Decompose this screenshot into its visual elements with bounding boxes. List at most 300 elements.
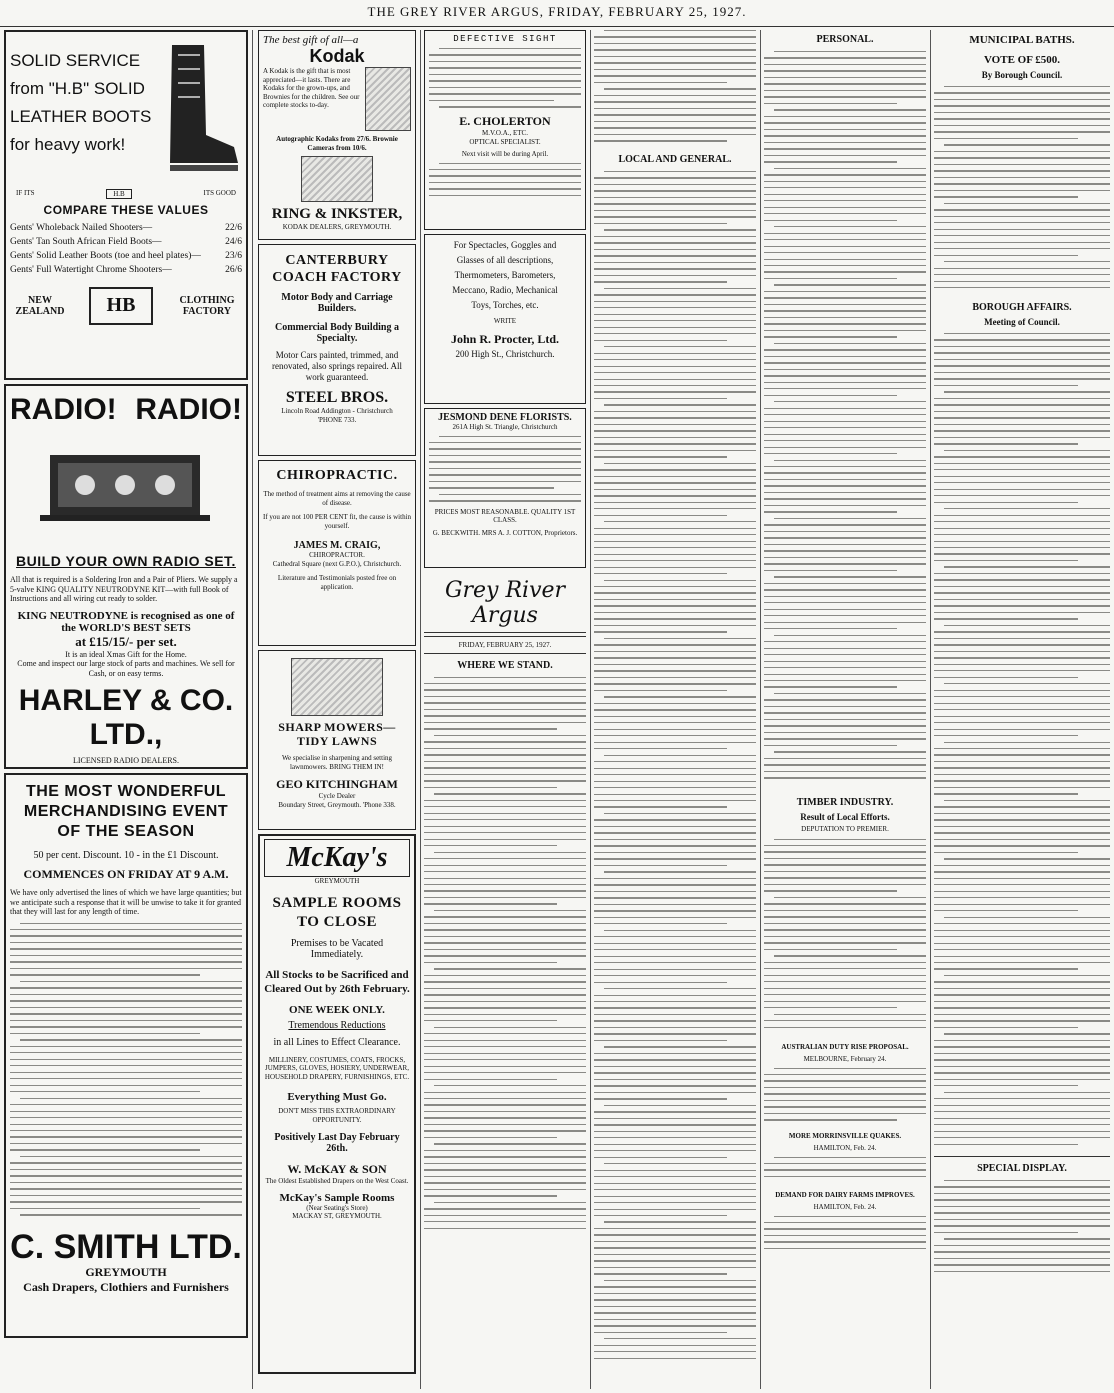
text-line: [594, 95, 756, 96]
text-line: [429, 80, 581, 81]
text-line: [424, 845, 557, 846]
text-line: [594, 560, 756, 561]
text-line: [429, 93, 581, 94]
text-line: [764, 421, 926, 422]
radio-advertisement: [4, 384, 248, 769]
text-line: [594, 1053, 756, 1054]
dairy-dateline: HAMILTON, Feb. 24.: [813, 1203, 877, 1211]
text-line: [764, 336, 897, 337]
text-line: [944, 800, 1110, 801]
text-line: [424, 1130, 586, 1131]
smith-tagline: Cash Drapers, Clothiers and Furnishers: [23, 1279, 229, 1294]
text-line: [764, 1106, 926, 1107]
text-line: [934, 248, 1110, 249]
text-line: [934, 852, 1078, 853]
text-line: [774, 693, 926, 694]
florist-title: JESMOND DENE FLORISTS.: [438, 412, 572, 423]
text-line: [424, 761, 586, 762]
item-name: Gents' Solid Leather Boots (toe and heel plates)—: [10, 251, 201, 261]
text-line: [424, 709, 586, 710]
price-item: [10, 221, 242, 235]
text-line: [424, 1176, 586, 1177]
text-line: [594, 82, 727, 83]
text-line: [934, 1186, 1110, 1187]
text-line: [439, 163, 581, 164]
text-line: [594, 1241, 756, 1242]
text-line: [424, 689, 586, 690]
badge-left: IF ITS: [16, 189, 35, 197]
text-line: [774, 897, 926, 898]
text-line: [764, 864, 926, 865]
text-line: [594, 748, 727, 749]
text-line: [424, 962, 557, 963]
timber-subheading: Result of Local Efforts.: [800, 812, 890, 822]
text-line: [604, 88, 756, 89]
text-line: [774, 839, 926, 840]
text-line: [774, 168, 926, 169]
lawnmower-advertisement: [258, 650, 416, 830]
text-line: [594, 411, 756, 412]
text-line: [764, 90, 926, 91]
text-line: [429, 461, 581, 462]
text-line: [764, 628, 897, 629]
text-line: [934, 657, 1110, 658]
text-line: [10, 994, 242, 995]
text-line: [934, 118, 1110, 119]
text-line: [944, 261, 1110, 262]
text-line: [764, 777, 926, 778]
text-line: [934, 1020, 1110, 1021]
mckay-rooms: McKay's Sample Rooms: [279, 1191, 395, 1204]
text-line: [594, 1293, 756, 1294]
text-line: [764, 310, 926, 311]
radio-set-illustration: [10, 435, 242, 545]
text-line: [594, 923, 727, 924]
text-line: [594, 1332, 727, 1333]
text-line: [934, 813, 1110, 814]
smith-firm: C. SMITH LTD.: [10, 1227, 242, 1266]
text-line: [424, 702, 586, 703]
text-line: [764, 1113, 926, 1114]
text-line: [594, 1137, 756, 1138]
text-line: [934, 164, 1110, 165]
text-line: [594, 262, 756, 263]
text-line: [594, 1267, 756, 1268]
text-line: [934, 631, 1110, 632]
text-line: [764, 498, 926, 499]
text-line: [934, 151, 1110, 152]
text-line: [934, 1066, 1110, 1067]
text-line: [424, 1020, 557, 1021]
text-line: [764, 654, 926, 655]
text-line: [764, 537, 926, 538]
mckay-lines: MILLINERY, COSTUMES, COATS, FROCKS, JUMPERS, GLOVES, HOSIERY, UNDERWEAR, HOUSEHOLD DRAPERY, FURNISHINGS, ETC.: [264, 1055, 410, 1081]
text-line: [594, 722, 756, 723]
text-line: [764, 975, 926, 976]
text-line: [429, 468, 581, 469]
text-line: [764, 492, 926, 493]
text-line: [429, 448, 581, 449]
text-line: [594, 236, 756, 237]
text-line: [764, 297, 926, 298]
text-line: [594, 372, 756, 373]
text-line: [10, 1130, 242, 1131]
text-line: [10, 1175, 242, 1176]
text-line: [934, 92, 1110, 93]
text-line: [594, 631, 727, 632]
text-line: [424, 696, 586, 697]
text-line: [424, 715, 586, 716]
masthead: THE GREY RIVER ARGUS, FRIDAY, FEBRUARY 25, 1927.: [0, 4, 1114, 27]
text-line: [934, 949, 1110, 950]
text-line: [594, 320, 756, 321]
text-line: [764, 479, 926, 480]
column-2: [258, 30, 416, 1389]
text-line: [934, 767, 1110, 768]
text-line: [594, 826, 756, 827]
text-line: [934, 521, 1110, 522]
text-line: [934, 385, 1078, 386]
text-line: [934, 1007, 1110, 1008]
text-line: [764, 83, 926, 84]
text-line: [424, 767, 586, 768]
text-line: [934, 482, 1110, 483]
divider: [424, 632, 586, 637]
text-line: [594, 670, 756, 671]
procter-line-4: Meccano, Radio, Mechanical: [452, 285, 558, 295]
text-line: [764, 583, 926, 584]
boot-illustration: [164, 35, 242, 185]
text-line: [934, 599, 1110, 600]
text-line: [934, 1212, 1110, 1213]
text-line: [594, 683, 756, 684]
text-line: [764, 466, 926, 467]
text-line: [764, 877, 926, 878]
hb-logo-icon: HB: [89, 287, 153, 325]
affairs-heading: BOROUGH AFFAIRS.: [972, 302, 1072, 313]
text-line: [424, 1079, 557, 1080]
text-line: [604, 30, 756, 31]
mckay-stocks: All Stocks to be Sacrificed and Cleared Out by 26th February.: [264, 968, 410, 995]
text-line: [424, 1221, 586, 1222]
text-line: [424, 1215, 586, 1216]
text-line: [934, 819, 1110, 820]
text-line: [934, 793, 1078, 794]
text-line: [934, 547, 1110, 548]
text-line: [934, 923, 1110, 924]
text-line: [594, 1273, 727, 1274]
text-line: [764, 524, 926, 525]
text-line: [764, 330, 926, 331]
text-line: [604, 1221, 756, 1222]
text-line: [594, 845, 756, 846]
text-line: [594, 806, 727, 807]
text-line: [594, 379, 756, 380]
text-line: [764, 259, 926, 260]
text-line: [764, 434, 926, 435]
mower-body: We specialise in sharpening and setting lawnmowers. BRING THEM IN!: [281, 754, 393, 771]
text-line: [10, 1085, 242, 1086]
text-line: [944, 1033, 1110, 1034]
text-line: [604, 404, 756, 405]
text-line: [944, 391, 1110, 392]
commences-line: COMMENCES ON FRIDAY AT 9 A.M.: [23, 867, 229, 881]
text-line: [594, 255, 756, 256]
text-line: [764, 1007, 897, 1008]
text-line: [934, 1046, 1110, 1047]
text-line: [10, 1111, 242, 1112]
text-line: [429, 188, 581, 189]
text-line: [934, 560, 1078, 561]
text-line: [944, 1092, 1110, 1093]
text-line: [934, 988, 1110, 989]
text-line: [424, 839, 586, 840]
text-line: [764, 323, 926, 324]
mckay-near: (Near Seating's Store): [306, 1203, 368, 1212]
text-line: [594, 1079, 756, 1080]
text-line: [424, 942, 586, 943]
text-line: [934, 183, 1110, 184]
text-line: [594, 1254, 756, 1255]
text-line: [424, 683, 586, 684]
text-line: [934, 787, 1110, 788]
boots-line-3: LEATHER BOOTS: [10, 107, 152, 126]
text-line: [424, 780, 586, 781]
text-line: [764, 622, 926, 623]
text-line: [424, 1059, 586, 1060]
text-line: [934, 528, 1110, 529]
text-line: [594, 1066, 756, 1067]
text-line: [764, 923, 926, 924]
item-name: Gents' Full Watertight Chrome Shooters—: [10, 265, 172, 275]
text-line: [764, 103, 897, 104]
text-line: [764, 64, 926, 65]
text-line: [934, 404, 1110, 405]
text-line: [934, 1245, 1110, 1246]
paper-title: Grey River Argus: [444, 578, 566, 628]
text-line: [594, 1072, 756, 1073]
text-line: [934, 1144, 1078, 1145]
text-line: [424, 728, 557, 729]
coach-title: CANTERBURY COACH FACTORY: [272, 253, 402, 285]
text-line: [20, 981, 242, 982]
text-line: [764, 207, 926, 208]
text-line: [594, 327, 756, 328]
paper-date: FRIDAY, FEBRUARY 25, 1927.: [458, 641, 552, 649]
text-line: [594, 353, 756, 354]
text-line: [934, 690, 1110, 691]
text-line: [764, 949, 897, 950]
text-line: [764, 77, 926, 78]
mckay-week: ONE WEEK ONLY.: [289, 1003, 385, 1016]
quakes-heading: MORE MORRINSVILLE QUAKES.: [788, 1131, 902, 1140]
text-line: [774, 1157, 926, 1158]
text-line: [764, 161, 897, 162]
procter-advertisement: [424, 234, 586, 404]
text-line: [429, 100, 554, 101]
text-line: [764, 962, 926, 963]
text-line: [934, 638, 1110, 639]
text-line: [764, 725, 926, 726]
text-line: [424, 1104, 586, 1105]
text-line: [934, 780, 1110, 781]
mckay-logo-sub: GREYMOUTH: [314, 877, 360, 885]
text-line: [594, 677, 756, 678]
procter-line-2: Glasses of all descriptions,: [456, 255, 554, 265]
mckay-firm: W. McKAY & SON: [287, 1162, 387, 1176]
mckay-address: MACKAY ST, GREYMOUTH.: [292, 1212, 382, 1220]
text-line: [934, 1105, 1110, 1106]
harley-firm: HARLEY & CO. LTD.,: [18, 684, 234, 751]
mckay-sample-rooms-advertisement: [258, 834, 416, 1374]
text-line: [774, 343, 926, 344]
text-line: [594, 949, 756, 950]
text-line: [764, 1080, 926, 1081]
smith-sale-advertisement: [4, 773, 248, 1338]
text-line: [594, 333, 756, 334]
text-line: [764, 1020, 926, 1021]
text-line: [764, 858, 926, 859]
text-line: [774, 576, 926, 577]
text-line: [594, 1144, 756, 1145]
affairs-subheading: Meeting of Council.: [984, 317, 1060, 327]
radio-body: All that is required is a Soldering Iron and a Pair of Pliers. We supply a 5-valve KING QUALITY NEUTRODYNE KIT—with full Book of Instructions and all wiring cut ready to solder.: [10, 575, 238, 603]
text-line: [934, 806, 1110, 807]
text-line: [594, 1299, 756, 1300]
text-line: [594, 956, 756, 957]
text-line: [594, 982, 727, 983]
text-line: [429, 74, 581, 75]
text-line: [10, 942, 242, 943]
text-line: [594, 508, 756, 509]
coach-phone: 'PHONE 733.: [317, 415, 357, 424]
text-line: [594, 625, 756, 626]
text-line: [10, 1013, 242, 1014]
text-line: [424, 1033, 586, 1034]
text-line: [764, 1027, 926, 1028]
chiro-body: The method of treatment aims at removing the cause of disease.: [263, 490, 411, 507]
text-line: [604, 580, 756, 581]
text-line: [424, 988, 586, 989]
steel-bros-firm: STEEL BROS.: [285, 389, 389, 406]
text-line: [934, 845, 1110, 846]
text-line: [594, 794, 756, 795]
text-line: [764, 1248, 926, 1249]
procter-line-1: For Spectacles, Goggles and: [453, 240, 557, 250]
lawnmower-illustration: [291, 658, 383, 716]
text-line: [774, 51, 926, 52]
text-line: [594, 366, 756, 367]
text-line: [594, 1124, 756, 1125]
text-line: [594, 975, 756, 976]
text-line: [764, 557, 926, 558]
text-line: [604, 346, 756, 347]
text-line: [764, 903, 926, 904]
text-line: [424, 1040, 586, 1041]
price-item: [10, 249, 242, 263]
text-line: [424, 936, 586, 937]
text-line: [594, 768, 756, 769]
text-line: [594, 716, 756, 717]
text-line: [934, 716, 1110, 717]
text-line: [764, 1074, 926, 1075]
personal-heading: PERSONAL.: [816, 34, 874, 45]
text-line: [594, 664, 756, 665]
text-line: [934, 729, 1110, 730]
item-name: Gents' Wholeback Nailed Shooters—: [10, 223, 153, 233]
text-line: [934, 962, 1110, 963]
compare-heading: COMPARE THESE VALUES: [43, 203, 209, 217]
text-line: [934, 489, 1110, 490]
kitchingham-firm: GEO KITCHINGHAM: [276, 777, 398, 791]
text-line: [764, 988, 926, 989]
text-line: [594, 651, 756, 652]
text-line: [934, 618, 1078, 619]
text-line: [934, 222, 1110, 223]
text-line: [594, 1014, 756, 1015]
text-line: [10, 1104, 242, 1105]
text-line: [764, 408, 926, 409]
text-line: [764, 686, 897, 687]
text-line: [594, 1260, 756, 1261]
text-line: [594, 832, 756, 833]
text-line: [764, 771, 926, 772]
coach-factory-advertisement: [258, 244, 416, 456]
text-line: [424, 949, 586, 950]
text-line: [934, 709, 1110, 710]
borough-affairs-text: [934, 333, 1110, 1153]
text-line: [764, 890, 897, 891]
text-line: [10, 1065, 242, 1066]
text-line: [594, 917, 756, 918]
text-line: [764, 362, 926, 363]
text-line: [774, 518, 926, 519]
text-line: [764, 1001, 926, 1002]
text-line: [934, 1206, 1110, 1207]
text-line: [934, 229, 1110, 230]
mower-address: Boundary Street, Greymouth. 'Phone 338.: [278, 800, 396, 809]
text-line: [429, 61, 581, 62]
text-line: [594, 1202, 756, 1203]
special-display-text: [934, 1180, 1110, 1280]
text-line: [594, 878, 756, 879]
text-line: [594, 1358, 756, 1359]
text-line: [424, 1182, 586, 1183]
text-line: [20, 1156, 242, 1157]
mckay-title: SAMPLE ROOMS TO CLOSE: [272, 894, 402, 930]
mckay-oldest: The Oldest Established Drapers on the West Coast.: [265, 1177, 409, 1185]
text-line: [594, 897, 756, 898]
text-line: [10, 1000, 242, 1001]
text-line: [934, 936, 1110, 937]
editorial-heading: WHERE WE STAND.: [457, 659, 553, 671]
text-line: [604, 696, 756, 697]
text-line: [764, 994, 926, 995]
text-line: [764, 641, 926, 642]
text-line: [934, 968, 1078, 969]
text-line: [10, 935, 242, 936]
text-line: [10, 1117, 242, 1118]
text-line: [434, 1027, 586, 1028]
column-rule: [420, 30, 421, 1389]
duty-dateline: MELBOURNE, February 24.: [803, 1055, 887, 1063]
text-line: [594, 210, 756, 211]
text-line: [934, 352, 1110, 353]
text-line: [774, 460, 926, 461]
mckay-logo: McKay's: [264, 839, 410, 877]
column-rule: [760, 30, 761, 1389]
procter-firm: John R. Procter, Ltd.: [451, 331, 559, 346]
